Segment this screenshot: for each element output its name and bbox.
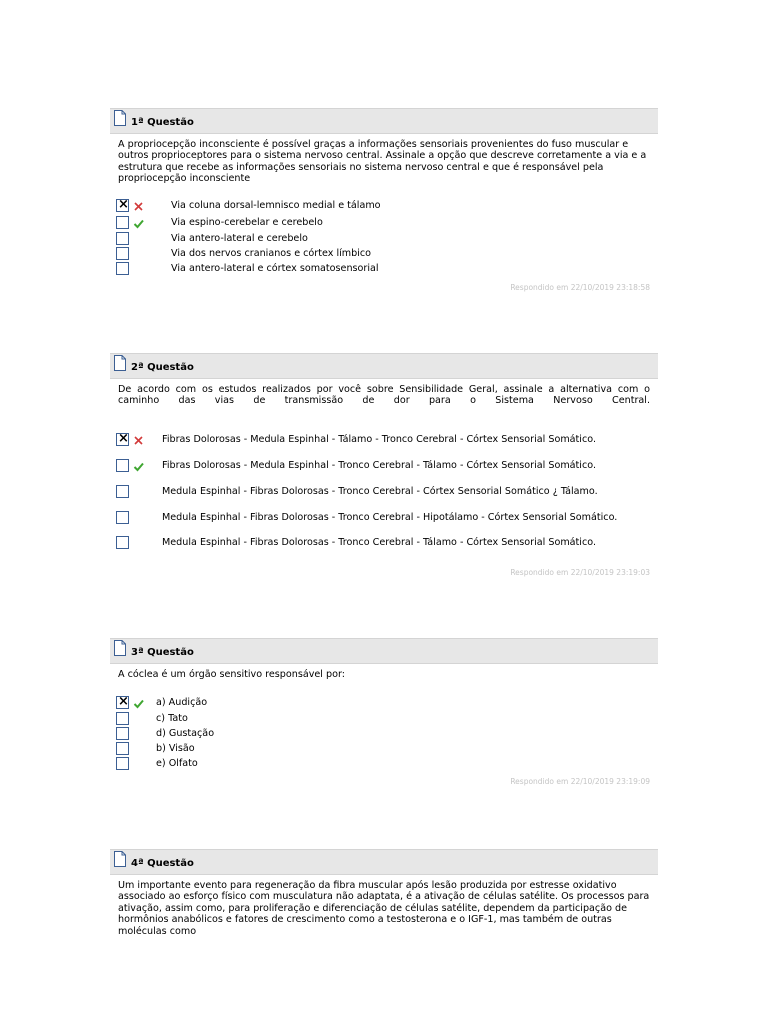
document-icon [114, 640, 126, 656]
answer-checkbox[interactable] [116, 727, 129, 740]
correct-icon [133, 698, 144, 709]
option-label: Via antero-lateral e córtex somatosensorial [171, 263, 379, 274]
answer-checkbox[interactable] [116, 247, 129, 260]
answer-checkbox[interactable] [116, 485, 129, 498]
option-label: Via espino-cerebelar e cerebelo [171, 217, 323, 228]
option-label: Via coluna dorsal-lemnisco medial e tálamo [171, 200, 381, 211]
option-label: Medula Espinhal - Fibras Dolorosas - Tronco Cerebral - Tálamo - Córtex Sensorial Somático. [162, 537, 596, 548]
question-title: 1ª Questão [131, 117, 194, 128]
answer-checkbox[interactable] [116, 511, 129, 524]
answer-checkbox[interactable] [116, 712, 129, 725]
option-label: a) Audição [156, 697, 208, 708]
answer-checkbox[interactable] [116, 232, 129, 245]
option-label: e) Olfato [156, 758, 198, 769]
question-text: Um importante evento para regeneração da fibra muscular após lesão produzida por estresse oxidativo associado ao esforço físico com musculatura não adaptata, é a ativação de células satélite. Os processos para ativação, assim como, para proliferação e diferenciação de células satélite, dependem da participação de hormônios anabólicos e fatores de crescimento como a testosterona e o IGF-1, mas também de outras moléculas como [118, 880, 650, 937]
answer-checkbox[interactable] [116, 216, 129, 229]
option-label: b) Visão [156, 743, 195, 754]
question-text: A propriocepção inconsciente é possível graças a informações sensoriais provenientes do fuso muscular e outros proprioceptores para o sistema nervoso central. Assinale a opção que descreve corretamente a via e a estrutura que recebe as informações sensoriais no sistema nervoso central e que é responsável pela propriocepção inconsciente [118, 139, 647, 185]
wrong-icon [133, 435, 144, 446]
question-title: 4ª Questão [131, 858, 194, 869]
document-icon [114, 355, 126, 371]
wrong-icon [133, 201, 144, 212]
answer-checkbox[interactable] [116, 199, 129, 212]
question-text: A cóclea é um órgão sensitivo responsável por: [118, 669, 345, 680]
answered-timestamp: Respondido em 22/10/2019 23:19:09 [510, 777, 650, 786]
option-label: Medula Espinhal - Fibras Dolorosas - Tronco Cerebral - Hipotálamo - Córtex Sensorial Somático. [162, 512, 618, 523]
option-label: Medula Espinhal - Fibras Dolorosas - Tronco Cerebral - Córtex Sensorial Somático ¿ Tálamo. [162, 486, 598, 497]
answer-checkbox[interactable] [116, 757, 129, 770]
answer-checkbox[interactable] [116, 262, 129, 275]
answer-checkbox[interactable] [116, 459, 129, 472]
correct-icon [133, 461, 144, 472]
answered-timestamp: Respondido em 22/10/2019 23:19:03 [510, 568, 650, 577]
option-label: d) Gustação [156, 728, 215, 739]
document-icon [114, 851, 126, 867]
question-header [110, 353, 658, 379]
answered-timestamp: Respondido em 22/10/2019 23:18:58 [510, 283, 650, 292]
document-icon [114, 110, 126, 126]
question-header [110, 108, 658, 134]
answer-checkbox[interactable] [116, 742, 129, 755]
question-title: 2ª Questão [131, 362, 194, 373]
question-title: 3ª Questão [131, 647, 194, 658]
answer-checkbox[interactable] [116, 433, 129, 446]
question-header [110, 638, 658, 664]
answer-checkbox[interactable] [116, 696, 129, 709]
answer-checkbox[interactable] [116, 536, 129, 549]
option-label: Via dos nervos cranianos e córtex límbico [171, 248, 372, 259]
question-text: De acordo com os estudos realizados por você sobre Sensibilidade Geral, assinale a alternativa com o caminho das vias de transmissão de dor para o Sistema Nervoso Central. [118, 384, 650, 407]
option-label: Fibras Dolorosas - Medula Espinhal - Tronco Cerebral - Tálamo - Córtex Sensorial Somático. [162, 460, 596, 471]
option-label: Via antero-lateral e cerebelo [171, 233, 308, 244]
option-label: c) Tato [156, 713, 188, 724]
option-label: Fibras Dolorosas - Medula Espinhal - Tálamo - Tronco Cerebral - Córtex Sensorial Somático. [162, 434, 596, 445]
question-header [110, 849, 658, 875]
correct-icon [133, 218, 144, 229]
